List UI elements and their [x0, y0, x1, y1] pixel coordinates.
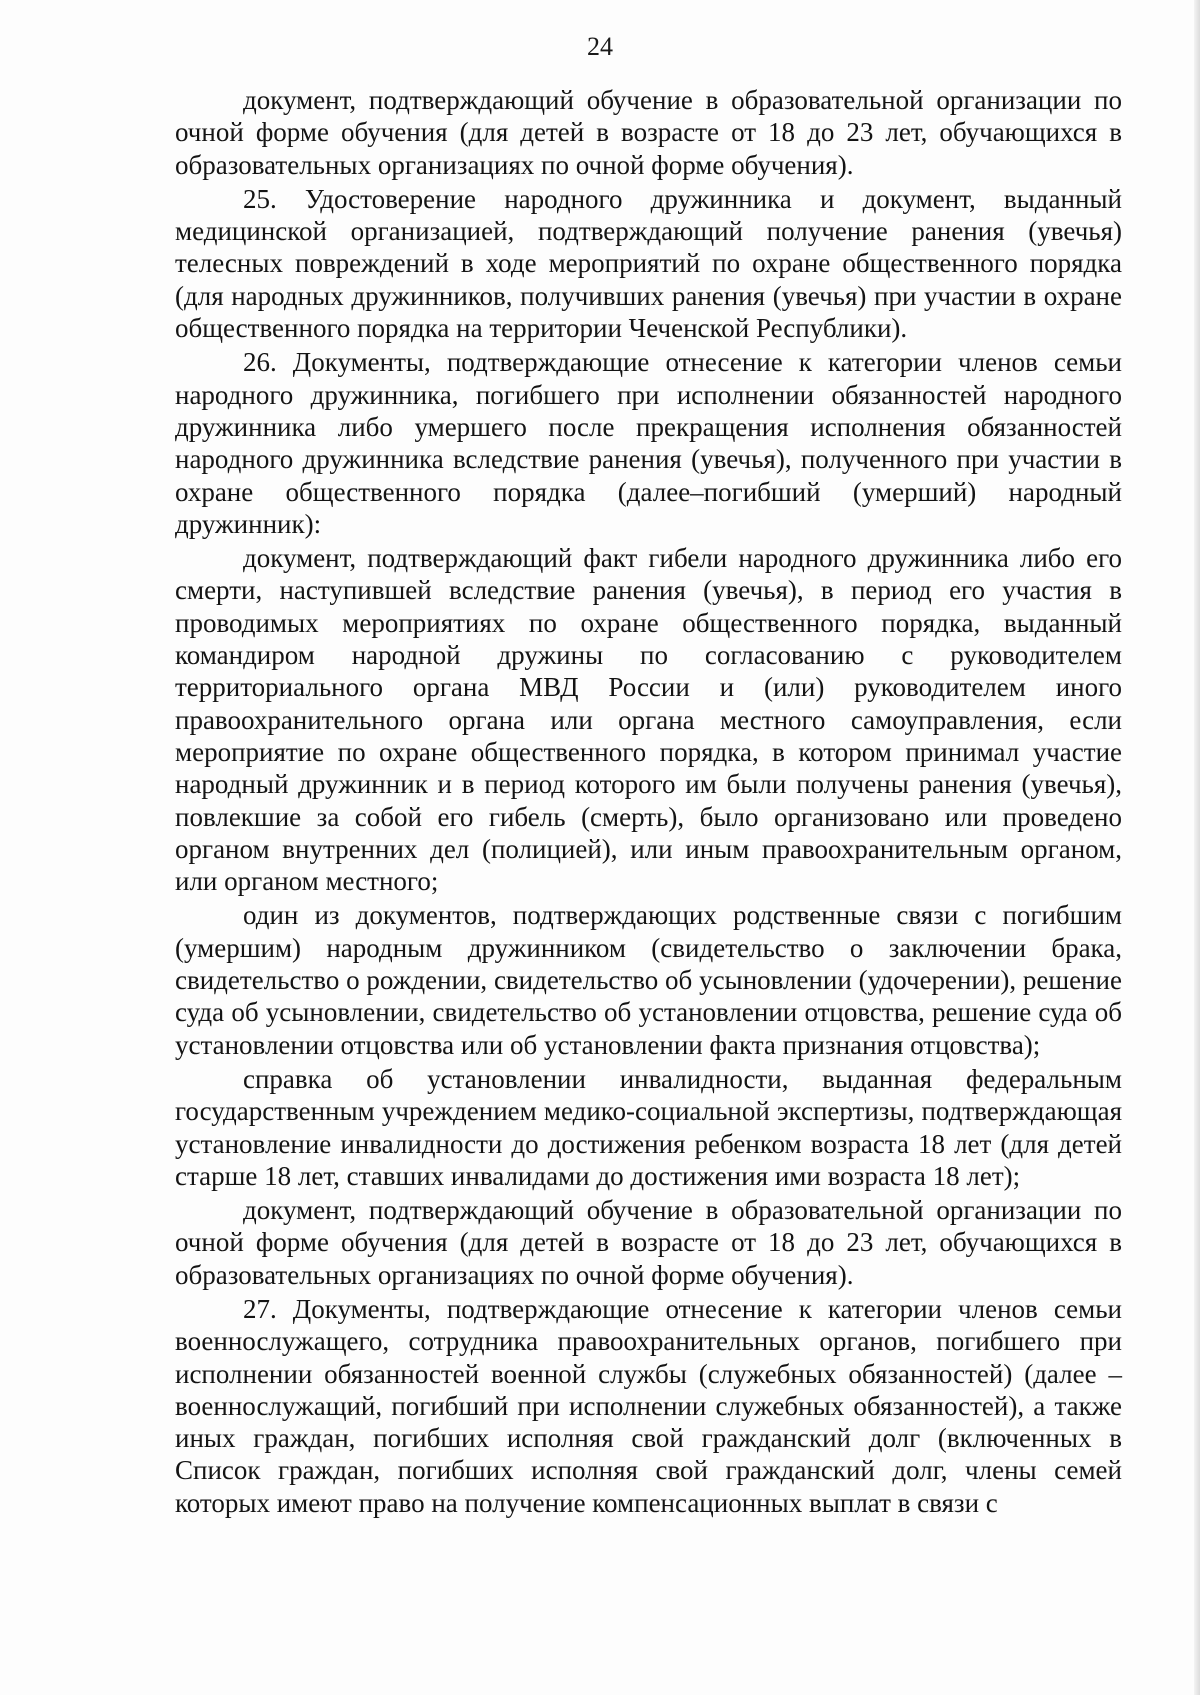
paragraph-education-document-2: документ, подтверждающий обучение в образовательной организации по очной форме обучения (для детей в возрасте от 18 до 23 лет, обучающихся в образовательных организациях по очной форме обучения).	[175, 1195, 1122, 1290]
paragraph-kinship-documents: один из документов, подтверждающих родственные связи с погибшим (умершим) народным дружинником (свидетельство о заключении брака, свидетельство о рождении, свидетельство об усыновлении (удочерении), решение суда об усыновлении, свидетельство об установлении отцовства, решение суда об установлении отцовства или об установлении факта признания отцовства);	[175, 900, 1122, 1060]
document-body	[175, 84, 1122, 1519]
paragraph-death-confirmation: документ, подтверждающий факт гибели народного дружинника либо его смерти, наступившей вследствие ранения (увечья), в период его участия в проводимых мероприятиях по охране общественного порядка, выданный командиром народной дружины по согласованию с руководителем территориального органа МВД России и (или) руководителем иного правоохранительного органа или органа местного самоуправления, если мероприятие по охране общественного порядка, в котором принимал участие народный дружинник и в период которого им были получены ранения (увечья), повлекшие за собой его гибель (смерть), было организовано или проведено органом внутренних дел (полицией), или иным правоохранительным органом, или органом местного;	[175, 543, 1122, 897]
paragraph-item-27: 27. Документы, подтверждающие отнесение к категории членов семьи военнослужащего, сотрудника правоохранительных органов, погибшего при исполнении обязанностей военной службы (служебных обязанностей) (далее – военнослужащий, погибший при исполнении служебных обязанностей), а также иных граждан, погибших исполняя свой гражданский долг (включенных в Список граждан, погибших исполняя свой гражданский долг, члены семей которых имеют право на получение компенсационных выплат в связи с	[175, 1293, 1122, 1518]
page-edge-shadow	[1194, 0, 1200, 1695]
paragraph-education-document-1: документ, подтверждающий обучение в образовательной организации по очной форме обучения (для детей в возрасте от 18 до 23 лет, обучающихся в образовательных организациях по очной форме обучения).	[175, 85, 1122, 180]
paragraph-disability-certificate: справка об установлении инвалидности, выданная федеральным государственным учреждением медико-социальной экспертизы, подтверждающая установление инвалидности до достижения ребенком возраста 18 лет (для детей старше 18 лет, ставших инвалидами до достижения ими возраста 18 лет);	[175, 1063, 1122, 1191]
paragraph-item-25: 25. Удостоверение народного дружинника и документ, выданный медицинской организацией, подтверждающий получение ранения (увечья) телесных повреждений в ходе мероприятий по охране общественного порядка (для народных дружинников, получивших ранения (увечья) при участии в охране общественного порядка на территории Чеченской Республики).	[175, 183, 1122, 344]
paragraph-item-26: 26. Документы, подтверждающие отнесение к категории членов семьи народного дружинника, погибшего при исполнении обязанностей народного дружинника либо умершего после прекращения исполнения обязанностей народного дружинника вследствие ранения (увечья), полученного при участии в охране общественного порядка (далее–погибший (умерший) народный дружинник):	[175, 347, 1122, 539]
page-number: 24	[587, 32, 613, 61]
